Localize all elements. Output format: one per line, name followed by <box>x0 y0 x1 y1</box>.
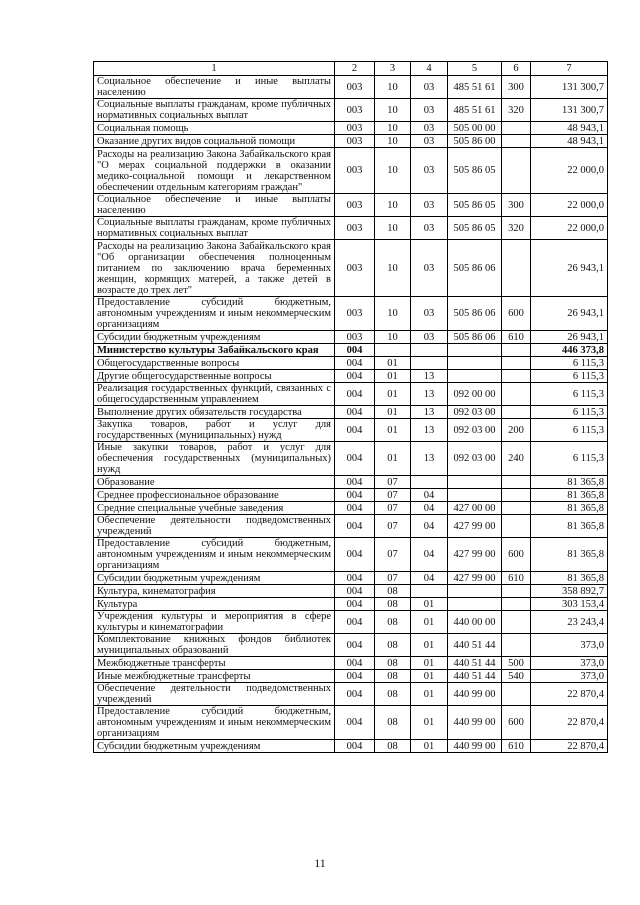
cell-rz: 10 <box>375 76 411 99</box>
header-cell: 7 <box>531 62 608 76</box>
cell-sum: 6 115,3 <box>531 357 608 370</box>
cell-pr: 03 <box>411 135 448 148</box>
cell-vr <box>502 370 531 383</box>
cell-sum: 6 115,3 <box>531 383 608 406</box>
cell-csr: 092 00 00 <box>448 383 502 406</box>
table-row <box>94 419 608 442</box>
cell-csr: 485 51 61 <box>448 76 502 99</box>
cell-csr: 505 86 05 <box>448 148 502 194</box>
cell-rz: 07 <box>375 538 411 572</box>
table-row <box>94 383 608 406</box>
cell-name: Межбюджетные трансферты <box>94 657 335 670</box>
cell-pr: 01 <box>411 611 448 634</box>
cell-name: Обеспечение деятельности подведомственных учреждений <box>94 683 335 706</box>
cell-sum: 303 153,4 <box>531 598 608 611</box>
table-row <box>94 240 608 297</box>
cell-ved: 003 <box>335 331 375 344</box>
cell-vr <box>502 240 531 297</box>
cell-sum: 81 365,8 <box>531 572 608 585</box>
cell-vr: 600 <box>502 297 531 331</box>
cell-rz: 08 <box>375 670 411 683</box>
cell-sum: 48 943,1 <box>531 122 608 135</box>
cell-vr <box>502 476 531 489</box>
table-row <box>94 611 608 634</box>
cell-name: Средние специальные учебные заведения <box>94 502 335 515</box>
cell-csr: 427 99 00 <box>448 515 502 538</box>
cell-name: Обеспечение деятельности подведомственных учреждений <box>94 515 335 538</box>
cell-pr <box>411 585 448 598</box>
cell-rz: 10 <box>375 148 411 194</box>
table-row <box>94 344 608 357</box>
cell-vr <box>502 344 531 357</box>
cell-vr <box>502 122 531 135</box>
cell-sum: 131 300,7 <box>531 76 608 99</box>
cell-csr <box>448 598 502 611</box>
cell-ved: 004 <box>335 706 375 740</box>
cell-pr: 01 <box>411 634 448 657</box>
cell-pr: 01 <box>411 670 448 683</box>
cell-ved: 004 <box>335 585 375 598</box>
cell-pr: 13 <box>411 370 448 383</box>
header-cell: 1 <box>94 62 335 76</box>
cell-vr <box>502 357 531 370</box>
cell-pr: 04 <box>411 502 448 515</box>
cell-ved: 004 <box>335 572 375 585</box>
cell-rz: 10 <box>375 297 411 331</box>
table-row <box>94 357 608 370</box>
cell-csr: 485 51 61 <box>448 99 502 122</box>
cell-name: Расходы на реализацию Закона Забайкальского края "О мерах социальной поддержки в оказании медико-социальной помощи и лекарственном обеспечении отдельным категориям граждан" <box>94 148 335 194</box>
cell-csr: 440 99 00 <box>448 740 502 753</box>
budget-table <box>93 61 608 753</box>
table-row <box>94 572 608 585</box>
cell-pr: 04 <box>411 538 448 572</box>
cell-sum: 48 943,1 <box>531 135 608 148</box>
header-row <box>94 62 608 76</box>
cell-ved: 004 <box>335 442 375 476</box>
cell-rz: 07 <box>375 502 411 515</box>
cell-ved: 004 <box>335 683 375 706</box>
cell-csr: 505 86 06 <box>448 240 502 297</box>
cell-sum: 6 115,3 <box>531 442 608 476</box>
cell-csr: 505 00 00 <box>448 122 502 135</box>
cell-csr: 092 03 00 <box>448 419 502 442</box>
cell-name: Социальные выплаты гражданам, кроме публичных нормативных социальных выплат <box>94 217 335 240</box>
table-row <box>94 585 608 598</box>
cell-ved: 003 <box>335 217 375 240</box>
header-cell: 2 <box>335 62 375 76</box>
cell-name: Образование <box>94 476 335 489</box>
cell-ved: 004 <box>335 670 375 683</box>
table-row <box>94 502 608 515</box>
header-cell: 4 <box>411 62 448 76</box>
cell-vr: 610 <box>502 740 531 753</box>
cell-pr: 03 <box>411 331 448 344</box>
cell-pr: 03 <box>411 76 448 99</box>
cell-rz: 01 <box>375 419 411 442</box>
cell-ved: 004 <box>335 611 375 634</box>
cell-pr: 03 <box>411 122 448 135</box>
cell-ved: 003 <box>335 194 375 217</box>
cell-rz: 08 <box>375 740 411 753</box>
table-row <box>94 217 608 240</box>
table-row <box>94 442 608 476</box>
cell-ved: 004 <box>335 489 375 502</box>
table-row <box>94 683 608 706</box>
table-row <box>94 99 608 122</box>
cell-rz: 01 <box>375 357 411 370</box>
table-row <box>94 406 608 419</box>
table-row <box>94 706 608 740</box>
cell-rz: 10 <box>375 217 411 240</box>
cell-pr: 01 <box>411 706 448 740</box>
cell-sum: 81 365,8 <box>531 538 608 572</box>
cell-name: Культура, кинематография <box>94 585 335 598</box>
cell-csr <box>448 344 502 357</box>
cell-csr: 505 86 06 <box>448 297 502 331</box>
header-cell: 5 <box>448 62 502 76</box>
cell-vr <box>502 585 531 598</box>
header-cell: 3 <box>375 62 411 76</box>
cell-name: Иные закупки товаров, работ и услуг для обеспечения государственных (муниципальных) нужд <box>94 442 335 476</box>
cell-ved: 003 <box>335 122 375 135</box>
cell-sum: 26 943,1 <box>531 331 608 344</box>
cell-ved: 003 <box>335 240 375 297</box>
cell-csr: 092 03 00 <box>448 442 502 476</box>
table-row <box>94 489 608 502</box>
cell-ved: 004 <box>335 502 375 515</box>
cell-name: Другие общегосударственные вопросы <box>94 370 335 383</box>
cell-csr: 440 00 00 <box>448 611 502 634</box>
cell-rz: 08 <box>375 683 411 706</box>
cell-pr: 01 <box>411 683 448 706</box>
cell-name: Комплектование книжных фондов библиотек муниципальных образований <box>94 634 335 657</box>
cell-vr: 200 <box>502 419 531 442</box>
cell-sum: 6 115,3 <box>531 419 608 442</box>
cell-pr: 13 <box>411 406 448 419</box>
cell-sum: 81 365,8 <box>531 515 608 538</box>
cell-sum: 26 943,1 <box>531 297 608 331</box>
cell-ved: 004 <box>335 406 375 419</box>
cell-sum: 373,0 <box>531 634 608 657</box>
cell-vr <box>502 611 531 634</box>
cell-sum: 81 365,8 <box>531 502 608 515</box>
cell-csr: 440 51 44 <box>448 634 502 657</box>
cell-sum: 22 000,0 <box>531 148 608 194</box>
cell-name: Закупка товаров, работ и услуг для государственных (муниципальных) нужд <box>94 419 335 442</box>
cell-vr: 320 <box>502 99 531 122</box>
cell-pr: 04 <box>411 515 448 538</box>
cell-vr <box>502 148 531 194</box>
table-row <box>94 634 608 657</box>
cell-sum: 26 943,1 <box>531 240 608 297</box>
cell-sum: 446 373,8 <box>531 344 608 357</box>
cell-sum: 23 243,4 <box>531 611 608 634</box>
cell-name: Социальное обеспечение и иные выплаты населению <box>94 76 335 99</box>
table-row <box>94 122 608 135</box>
cell-sum: 22 870,4 <box>531 740 608 753</box>
cell-sum: 81 365,8 <box>531 476 608 489</box>
cell-sum: 22 000,0 <box>531 194 608 217</box>
cell-vr: 300 <box>502 194 531 217</box>
cell-sum: 22 870,4 <box>531 683 608 706</box>
cell-vr: 540 <box>502 670 531 683</box>
table-row <box>94 670 608 683</box>
cell-pr: 03 <box>411 240 448 297</box>
cell-pr: 04 <box>411 572 448 585</box>
cell-csr <box>448 489 502 502</box>
cell-sum: 373,0 <box>531 670 608 683</box>
cell-rz: 01 <box>375 442 411 476</box>
cell-rz: 08 <box>375 657 411 670</box>
table-row <box>94 135 608 148</box>
cell-name: Культура <box>94 598 335 611</box>
cell-rz: 08 <box>375 598 411 611</box>
cell-rz <box>375 344 411 357</box>
cell-name: Социальное обеспечение и иные выплаты населению <box>94 194 335 217</box>
cell-ved: 003 <box>335 148 375 194</box>
cell-csr <box>448 370 502 383</box>
cell-ved: 004 <box>335 476 375 489</box>
cell-name: Предоставление субсидий бюджетным, автономным учреждениям и иным некоммерческим организациям <box>94 538 335 572</box>
cell-ved: 003 <box>335 76 375 99</box>
cell-rz: 07 <box>375 476 411 489</box>
cell-vr <box>502 598 531 611</box>
table-row <box>94 194 608 217</box>
cell-vr <box>502 515 531 538</box>
table-row <box>94 297 608 331</box>
cell-sum: 22 870,4 <box>531 706 608 740</box>
cell-csr: 427 00 00 <box>448 502 502 515</box>
cell-ved: 004 <box>335 383 375 406</box>
cell-sum: 22 000,0 <box>531 217 608 240</box>
cell-csr: 092 03 00 <box>448 406 502 419</box>
cell-ved: 004 <box>335 538 375 572</box>
cell-rz: 10 <box>375 331 411 344</box>
cell-vr: 240 <box>502 442 531 476</box>
cell-csr: 505 86 00 <box>448 135 502 148</box>
cell-csr: 505 86 06 <box>448 331 502 344</box>
table-row <box>94 476 608 489</box>
cell-pr: 01 <box>411 657 448 670</box>
cell-csr <box>448 357 502 370</box>
cell-name: Субсидии бюджетным учреждениям <box>94 572 335 585</box>
table-row <box>94 515 608 538</box>
cell-pr: 03 <box>411 148 448 194</box>
cell-sum: 131 300,7 <box>531 99 608 122</box>
cell-pr: 13 <box>411 442 448 476</box>
cell-pr: 13 <box>411 383 448 406</box>
table-row <box>94 370 608 383</box>
cell-vr: 610 <box>502 572 531 585</box>
cell-rz: 08 <box>375 611 411 634</box>
cell-vr: 600 <box>502 538 531 572</box>
cell-csr <box>448 476 502 489</box>
cell-ved: 004 <box>335 419 375 442</box>
cell-ved: 004 <box>335 357 375 370</box>
cell-ved: 004 <box>335 634 375 657</box>
cell-ved: 004 <box>335 657 375 670</box>
cell-pr: 04 <box>411 489 448 502</box>
cell-rz: 01 <box>375 406 411 419</box>
cell-csr: 427 99 00 <box>448 538 502 572</box>
cell-pr <box>411 476 448 489</box>
cell-rz: 07 <box>375 572 411 585</box>
table-row <box>94 331 608 344</box>
cell-vr <box>502 502 531 515</box>
cell-rz: 10 <box>375 122 411 135</box>
cell-vr: 300 <box>502 76 531 99</box>
cell-name: Субсидии бюджетным учреждениям <box>94 331 335 344</box>
cell-rz: 10 <box>375 99 411 122</box>
cell-name: Предоставление субсидий бюджетным, автономным учреждениям и иным некоммерческим организациям <box>94 297 335 331</box>
page-number: 11 <box>314 856 326 870</box>
cell-vr: 600 <box>502 706 531 740</box>
cell-vr <box>502 406 531 419</box>
cell-name: Учреждения культуры и мероприятия в сфере культуры и кинематографии <box>94 611 335 634</box>
cell-pr: 03 <box>411 297 448 331</box>
cell-rz: 08 <box>375 585 411 598</box>
cell-ved: 004 <box>335 740 375 753</box>
table-row <box>94 538 608 572</box>
cell-ved: 004 <box>335 344 375 357</box>
cell-ved: 004 <box>335 370 375 383</box>
cell-pr: 03 <box>411 194 448 217</box>
cell-name: Среднее профессиональное образование <box>94 489 335 502</box>
cell-pr: 03 <box>411 99 448 122</box>
cell-vr <box>502 489 531 502</box>
cell-name: Социальная помощь <box>94 122 335 135</box>
cell-ved: 003 <box>335 135 375 148</box>
table-body <box>94 62 608 753</box>
cell-csr: 440 51 44 <box>448 657 502 670</box>
cell-ved: 004 <box>335 515 375 538</box>
cell-sum: 6 115,3 <box>531 370 608 383</box>
cell-name: Социальные выплаты гражданам, кроме публичных нормативных социальных выплат <box>94 99 335 122</box>
header-cell: 6 <box>502 62 531 76</box>
cell-csr: 427 99 00 <box>448 572 502 585</box>
cell-csr: 440 99 00 <box>448 683 502 706</box>
table-row <box>94 740 608 753</box>
cell-vr <box>502 683 531 706</box>
cell-ved: 004 <box>335 598 375 611</box>
cell-csr <box>448 585 502 598</box>
cell-name: Субсидии бюджетным учреждениям <box>94 740 335 753</box>
cell-name: Выполнение других обязательств государства <box>94 406 335 419</box>
cell-name: Оказание других видов социальной помощи <box>94 135 335 148</box>
cell-name: Реализация государственных функций, связанных с общегосударственным управлением <box>94 383 335 406</box>
cell-name: Министерство культуры Забайкальского края <box>94 344 335 357</box>
table-row <box>94 76 608 99</box>
cell-vr: 610 <box>502 331 531 344</box>
cell-vr <box>502 135 531 148</box>
cell-name: Общегосударственные вопросы <box>94 357 335 370</box>
cell-rz: 01 <box>375 383 411 406</box>
cell-sum: 81 365,8 <box>531 489 608 502</box>
cell-sum: 6 115,3 <box>531 406 608 419</box>
table-row <box>94 598 608 611</box>
cell-name: Иные межбюджетные трансферты <box>94 670 335 683</box>
cell-sum: 373,0 <box>531 657 608 670</box>
cell-vr <box>502 383 531 406</box>
cell-name: Расходы на реализацию Закона Забайкальского края "Об организации обеспечения полноценным питанием по заключению врача беременных женщин, кормящих матерей, а также детей в возрасте до трех лет" <box>94 240 335 297</box>
table-row <box>94 657 608 670</box>
cell-pr <box>411 344 448 357</box>
cell-csr: 505 86 05 <box>448 194 502 217</box>
cell-pr: 01 <box>411 740 448 753</box>
cell-rz: 10 <box>375 240 411 297</box>
cell-vr <box>502 634 531 657</box>
cell-rz: 10 <box>375 135 411 148</box>
cell-vr: 320 <box>502 217 531 240</box>
cell-ved: 003 <box>335 99 375 122</box>
cell-sum: 358 892,7 <box>531 585 608 598</box>
cell-rz: 01 <box>375 370 411 383</box>
cell-pr: 13 <box>411 419 448 442</box>
cell-rz: 10 <box>375 194 411 217</box>
cell-csr: 440 99 00 <box>448 706 502 740</box>
cell-csr: 440 51 44 <box>448 670 502 683</box>
cell-csr: 505 86 05 <box>448 217 502 240</box>
cell-pr: 01 <box>411 598 448 611</box>
cell-pr: 03 <box>411 217 448 240</box>
cell-rz: 07 <box>375 489 411 502</box>
cell-rz: 07 <box>375 515 411 538</box>
table-row <box>94 148 608 194</box>
cell-name: Предоставление субсидий бюджетным, автономным учреждениям и иным некоммерческим организациям <box>94 706 335 740</box>
cell-pr <box>411 357 448 370</box>
cell-ved: 003 <box>335 297 375 331</box>
cell-rz: 08 <box>375 634 411 657</box>
cell-vr: 500 <box>502 657 531 670</box>
cell-rz: 08 <box>375 706 411 740</box>
